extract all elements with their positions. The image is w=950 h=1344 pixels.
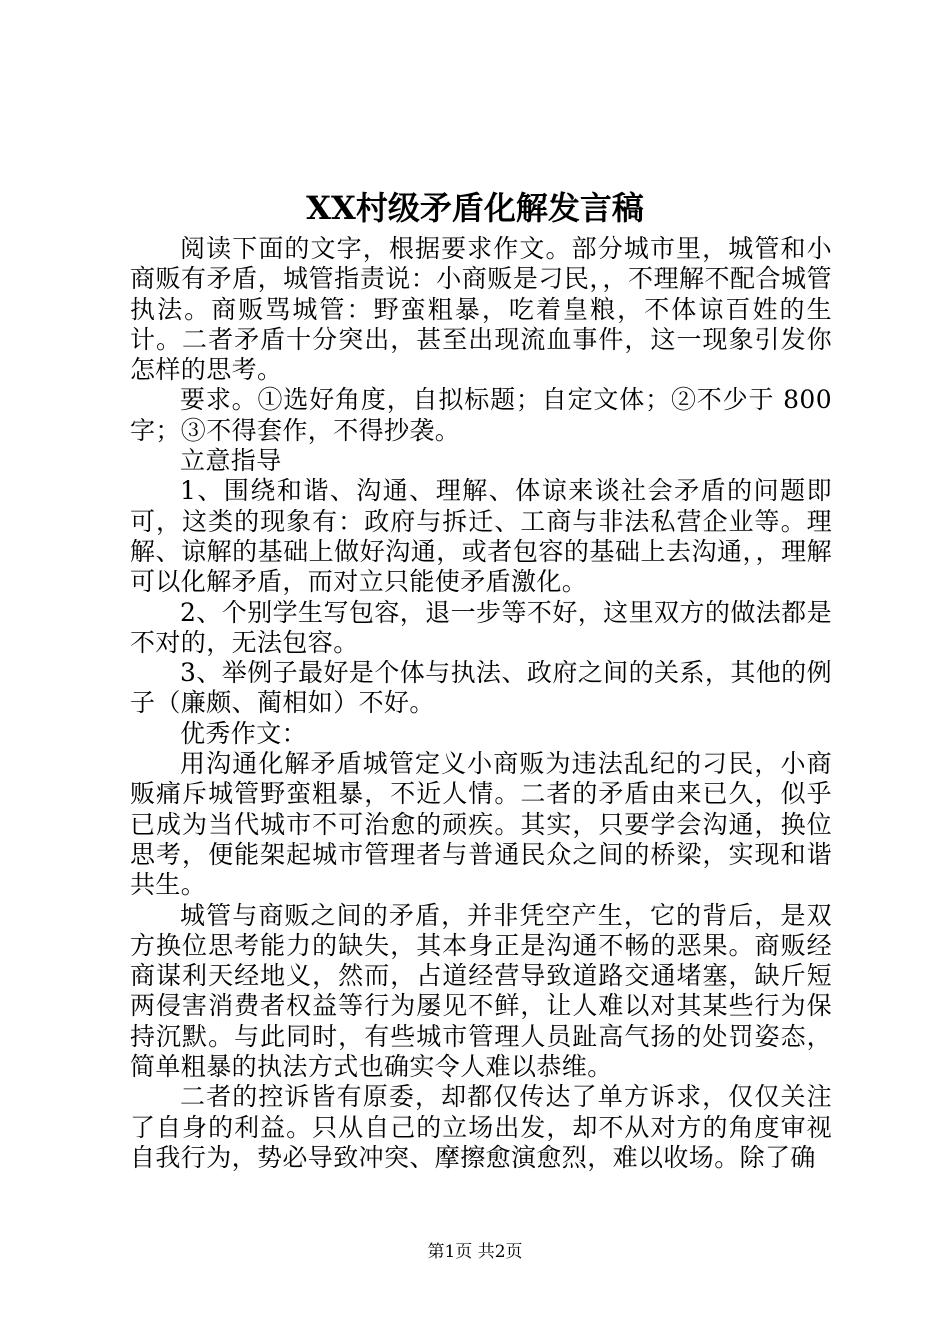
paragraph-essay-2: 城管与商贩之间的矛盾，并非凭空产生，它的背后，是双方换位思考能力的缺失，其本身正是沟通不畅的恶果。商贩经商谋利天经地义，然而，占道经营导致道路交通堵塞，缺斤短两侵害消费者权益等行为屡见不鲜，让人难以对其某些行为保持沉默。与此同时，有些城市管理人员趾高气扬的处罚姿态，简单粗暴的执法方式也确实令人难以恭维。 — [130, 900, 832, 1082]
paragraph-requirements: 要求。①选好角度，自拟标题；自定文体；②不少于 800 字；③不得套作，不得抄袭。 — [130, 385, 832, 445]
paragraph-essay-1: 用沟通化解矛盾城管定义小商贩为违法乱纪的刁民，小商贩痛斥城管野蛮粗暴，不近人情。二者的矛盾由来已久，似乎已成为当代城市不可治愈的顽疾。其实，只要学会沟通，换位思考，便能架起城市管理者与普通民众之间的桥梁，实现和谐共生。 — [130, 749, 832, 900]
document-body — [130, 234, 832, 1173]
paragraph-prompt: 阅读下面的文字，根据要求作文。部分城市里，城管和小商贩有矛盾，城管指责说：小商贩是刁民，，不理解不配合城管执法。商贩骂城管：野蛮粗暴，吃着皇粮，不体谅百姓的生计。二者矛盾十分突出，甚至出现流血事件，这一现象引发你怎样的思考。 — [130, 234, 832, 385]
page-footer: 第1页 共2页 — [427, 1242, 523, 1262]
document-title: XX村级矛盾化解发言稿 — [306, 189, 644, 227]
paragraph-guidance-3: 3、举例子最好是个体与执法、政府之间的关系，其他的例子（廉颇、蔺相如）不好。 — [130, 658, 832, 718]
paragraph-essay-heading: 优秀作文： — [180, 718, 308, 748]
paragraph-guidance-2: 2、个别学生写包容，退一步等不好，这里双方的做法都是不对的，无法包容。 — [130, 597, 832, 657]
paragraph-essay-3: 二者的控诉皆有原委，却都仅传达了单方诉求，仅仅关注了自身的利益。只从自己的立场出发，却不从对方的角度审视自我行为，势必导致冲突、摩擦愈演愈烈，难以收场。除了确 — [130, 1082, 832, 1172]
paragraph-guidance-heading: 立意指导 — [180, 446, 282, 476]
paragraph-guidance-1: 1、围绕和谐、沟通、理解、体谅来谈社会矛盾的问题即可，这类的现象有：政府与拆迁、工商与非法私营企业等。理解、谅解的基础上做好沟通，或者包容的基础上去沟通，，理解可以化解矛盾，而对立只能使矛盾激化。 — [130, 476, 832, 597]
